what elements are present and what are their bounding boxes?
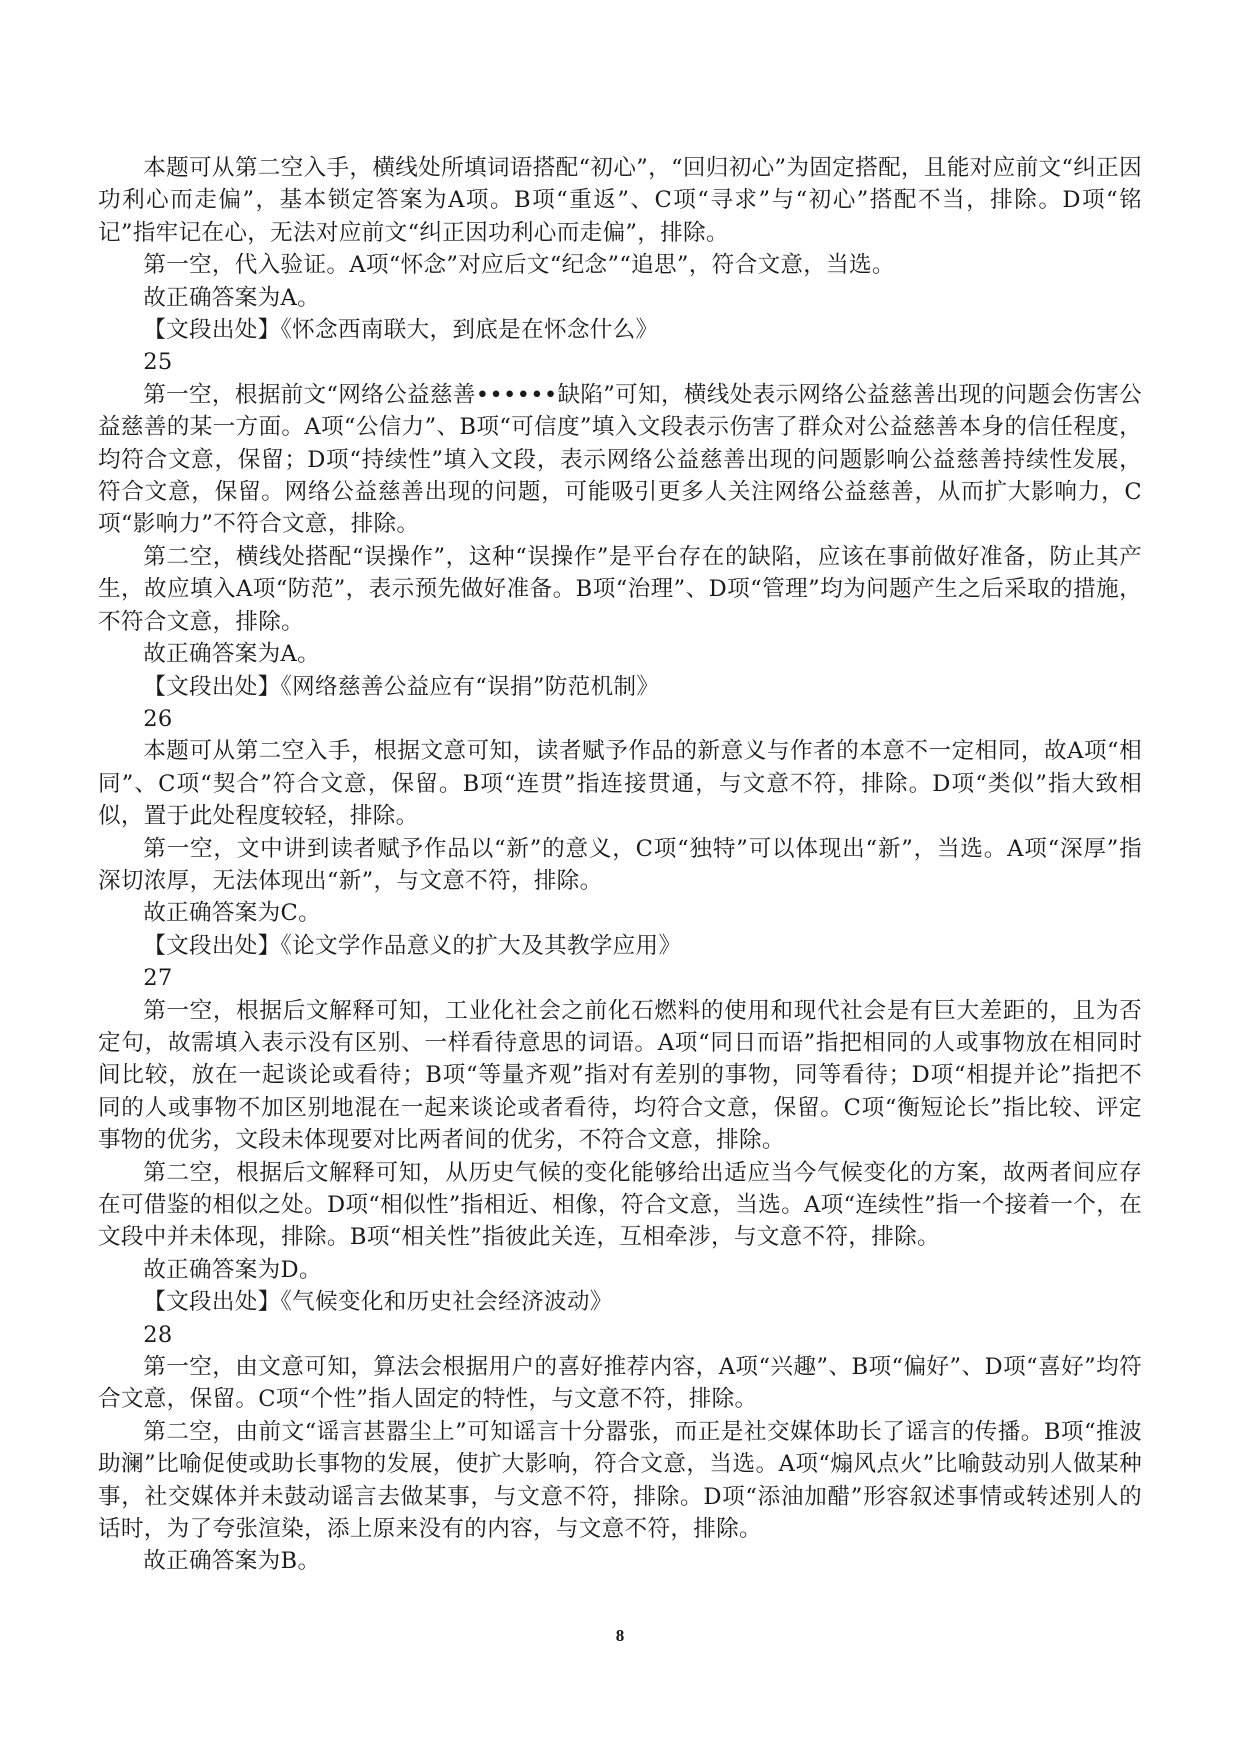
source-citation: 【文段出处】《论文学作品意义的扩大及其教学应用》 — [143, 932, 682, 959]
explanation-paragraph: 第一空，根据前文“网络公益慈善••••••缺陷”可知，横线处表示网络公益慈善出现的问题会伤害公益慈善的某一方面。A项“公信力”、B项“可信度”填入文段表示伤害了群众对公益慈善本身的信任程度，均符合文意，保留；D项“持续性”填入文段，表示网络公益慈善出现的问题影响公益慈善持续性发展，符合文意，保留。网络公益慈善出现的问题，可能吸引更多人关注网络公益慈善，从而扩大影响力，C项“影响力”不符合文意，排除。 — [98, 381, 1142, 538]
answer-line: 故正确答案为A。 — [143, 641, 321, 668]
answer-line: 故正确答案为B。 — [143, 1548, 321, 1575]
answer-line: 故正确答案为D。 — [143, 1256, 322, 1283]
document-body — [98, 152, 1142, 1578]
explanation-paragraph: 第一空，根据后文解释可知，工业化社会之前化石燃料的使用和现代社会是有巨大差距的，且为否定句，故需填入表示没有区别、一样看待意思的词语。A项“同日而语”指把相同的人或事物放在相同时间比较，放在一起谈论或看待；B项“等量齐观”指对有差别的事物，同等看待；D项“相提并论”指把不同的人或事物不加区别地混在一起来谈论或者看待，均符合文意，保留。C项“衡短论长”指比较、评定事物的优劣，文段未体现要对比两者间的优劣，不符合文意，排除。 — [98, 997, 1142, 1154]
explanation-paragraph: 第二空，由前文“谣言甚嚣尘上”可知谣言十分嚣张，而正是社交媒体助长了谣言的传播。B项“推波助澜”比喻促使或助长事物的发展，使扩大影响，符合文意，当选。A项“煽风点火”比喻鼓动别人做某种事，社交媒体并未鼓动谣言去做某事，与文意不符，排除。D项“添油加醋”形容叙述事情或转述别人的话时，为了夸张渲染，添上原来没有的内容，与文意不符，排除。 — [98, 1418, 1142, 1543]
question-number: 28 — [143, 1321, 173, 1348]
page-number: 8 — [615, 1626, 625, 1645]
explanation-paragraph: 第一空，文中讲到读者赋予作品以“新”的意义，C项“独特”可以体现出“新”，当选。A项“深厚”指深切浓厚，无法体现出“新”，与文意不符，排除。 — [98, 835, 1142, 894]
answer-line: 故正确答案为A。 — [143, 284, 321, 311]
explanation-paragraph: 本题可从第二空入手，横线处所填词语搭配“初心”，“回归初心”为固定搭配，且能对应前文“纠正因功利心而走偏”，基本锁定答案为A项。B项“重返”、C项“寻求”与“初心”搭配不当，排除。D项“铭记”指牢记在心，无法对应前文“纠正因功利心而走偏”，排除。 — [98, 155, 1142, 246]
question-number: 26 — [143, 705, 173, 732]
question-number: 25 — [143, 349, 173, 376]
answer-line: 故正确答案为C。 — [143, 900, 322, 927]
source-citation: 【文段出处】《网络慈善公益应有“误捐”防范机制》 — [143, 673, 660, 700]
explanation-paragraph: 第二空，横线处搭配“误操作”，这种“误操作”是平台存在的缺陷，应该在事前做好准备，防止其产生，故应填入A项“防范”，表示预先做好准备。B项“治理”、D项“管理”均为问题产生之后采取的措施，不符合文意，排除。 — [98, 543, 1142, 635]
explanation-paragraph: 第一空，代入验证。A项“怀念”对应后文“纪念”“追思”，符合文意，当选。 — [143, 252, 895, 279]
source-citation: 【文段出处】《怀念西南联大，到底是在怀念什么》 — [143, 317, 659, 344]
explanation-paragraph: 第二空，根据后文解释可知，从历史气候的变化能够给出适应当今气候变化的方案，故两者间应存在可借鉴的相似之处。D项“相似性”指相近、相像，符合文意，当选。A项“连续性”指一个接着一个，在文段中并未体现，排除。B项“相关性”指彼此关连，互相牵涉，与文意不符，排除。 — [98, 1159, 1142, 1251]
source-citation: 【文段出处】《气候变化和历史社会经济波动》 — [143, 1289, 613, 1316]
explanation-paragraph: 本题可从第二空入手，根据文意可知，读者赋予作品的新意义与作者的本意不一定相同，故A项“相同”、C项“契合”符合文意，保留。B项“连贯”指连接贯通，与文意不符，排除。D项“类似”指大致相似，置于此处程度较轻，排除。 — [98, 738, 1142, 830]
question-number: 27 — [143, 965, 173, 992]
explanation-paragraph: 第一空，由文意可知，算法会根据用户的喜好推荐内容，A项“兴趣”、B项“偏好”、D项“喜好”均符合文意，保留。C项“个性”指人固定的特性，与文意不符，排除。 — [98, 1354, 1142, 1413]
